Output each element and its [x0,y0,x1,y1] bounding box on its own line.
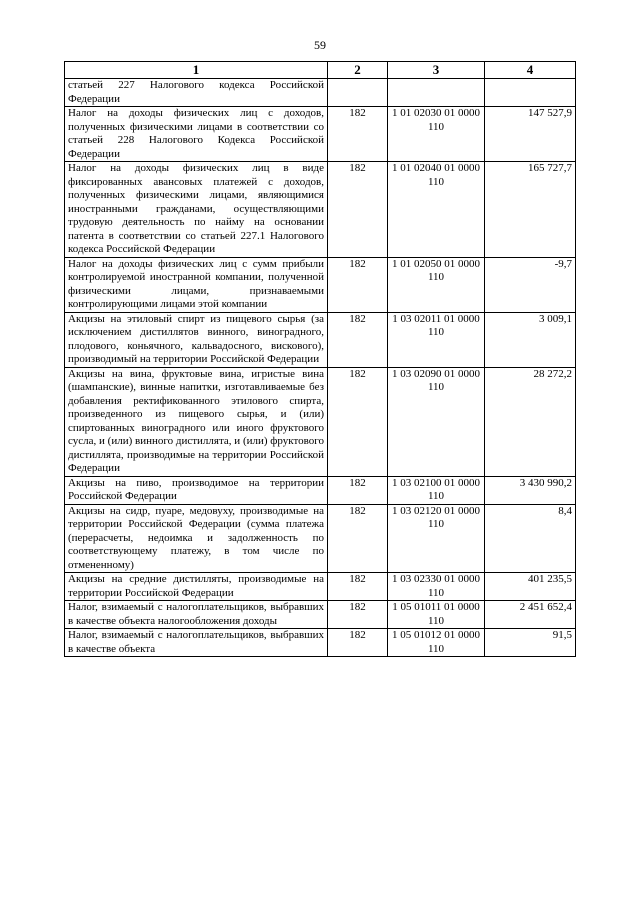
budget-classification-code: 1 03 02100 01 0000 110 [388,476,485,504]
amount: 8,4 [485,504,576,573]
revenue-name: Акцизы на вина, фруктовые вина, игристые вина (шампанские), винные напитки, изготавливаемые без добавления ректификованного этилового спирта, произведенного из пищевого сырья, и (или) спиртованных виноградного или иного фруктового сусла, и (или) винного дистиллята, и (или) фруктового дистиллята, производимые на территории Российской Федерации [65,367,328,476]
table-row [65,79,576,107]
admin-code: 182 [328,367,388,476]
budget-classification-code: 1 05 01012 01 0000 110 [388,629,485,657]
table-row [65,629,576,657]
amount [485,79,576,107]
budget-classification-code: 1 05 01011 01 0000 110 [388,601,485,629]
amount: 3 009,1 [485,312,576,367]
amount: 3 430 990,2 [485,476,576,504]
revenue-name: Акцизы на средние дистилляты, производимые на территории Российской Федерации [65,573,328,601]
budget-classification-code: 1 01 02040 01 0000 110 [388,162,485,258]
revenue-name: Налог, взимаемый с налогоплательщиков, выбравших в качестве объекта налогообложения доходы [65,601,328,629]
budget-classification-code: 1 03 02120 01 0000 110 [388,504,485,573]
column-header-1: 1 [65,62,328,79]
revenue-name: Акцизы на сидр, пуаре, медовуху, производимые на территории Российской Федерации (сумма платежа (перерасчеты, недоимка и задолженность по соответствующему платежу, в том числе по отмененному) [65,504,328,573]
table-row [65,573,576,601]
amount: 147 527,9 [485,107,576,162]
page-number: 59 [314,38,326,52]
budget-classification-code: 1 03 02090 01 0000 110 [388,367,485,476]
revenue-name: Акцизы на этиловый спирт из пищевого сырья (за исключением дистиллятов винного, виноградного, плодового, коньячного, кальвадосного, вискового), производимый на территории Российской Федерации [65,312,328,367]
budget-classification-code: 1 01 02030 01 0000 110 [388,107,485,162]
admin-code: 182 [328,257,388,312]
admin-code: 182 [328,476,388,504]
budget-classification-code: 1 03 02011 01 0000 110 [388,312,485,367]
table-row [65,107,576,162]
admin-code: 182 [328,162,388,258]
revenue-name: Акцизы на пиво, производимое на территории Российской Федерации [65,476,328,504]
column-header-2: 2 [328,62,388,79]
revenue-name: Налог на доходы физических лиц в виде фиксированных авансовых платежей с доходов, полученных физическими лицами, являющимися иностранными гражданами, осуществляющими трудовую деятельность по найму на основании патента в соответствии со статьей 227.1 Налогового кодекса Российской Федерации [65,162,328,258]
admin-code [328,79,388,107]
admin-code: 182 [328,601,388,629]
table-row [65,367,576,476]
column-header-3: 3 [388,62,485,79]
amount: -9,7 [485,257,576,312]
revenue-table [64,61,576,657]
amount: 2 451 652,4 [485,601,576,629]
admin-code: 182 [328,629,388,657]
revenue-name: Налог на доходы физических лиц с сумм прибыли контролируемой иностранной компании, полученной физическими лицами, признаваемыми контролирующими лицами этой компании [65,257,328,312]
admin-code: 182 [328,504,388,573]
table-row [65,504,576,573]
table-row [65,476,576,504]
amount: 91,5 [485,629,576,657]
table-row [65,601,576,629]
table-row [65,312,576,367]
admin-code: 182 [328,312,388,367]
admin-code: 182 [328,573,388,601]
amount: 165 727,7 [485,162,576,258]
column-header-4: 4 [485,62,576,79]
revenue-name: Налог на доходы физических лиц с доходов, полученных физическими лицами в соответствии со статьей 228 Налогового Кодекса Российской Федерации [65,107,328,162]
amount: 28 272,2 [485,367,576,476]
budget-classification-code [388,79,485,107]
budget-classification-code: 1 03 02330 01 0000 110 [388,573,485,601]
budget-classification-code: 1 01 02050 01 0000 110 [388,257,485,312]
table-row [65,162,576,258]
admin-code: 182 [328,107,388,162]
revenue-name: Налог, взимаемый с налогоплательщиков, выбравших в качестве объекта [65,629,328,657]
amount: 401 235,5 [485,573,576,601]
header-row [65,62,576,79]
table-row [65,257,576,312]
revenue-name: статьей 227 Налогового кодекса Российской Федерации [65,79,328,107]
